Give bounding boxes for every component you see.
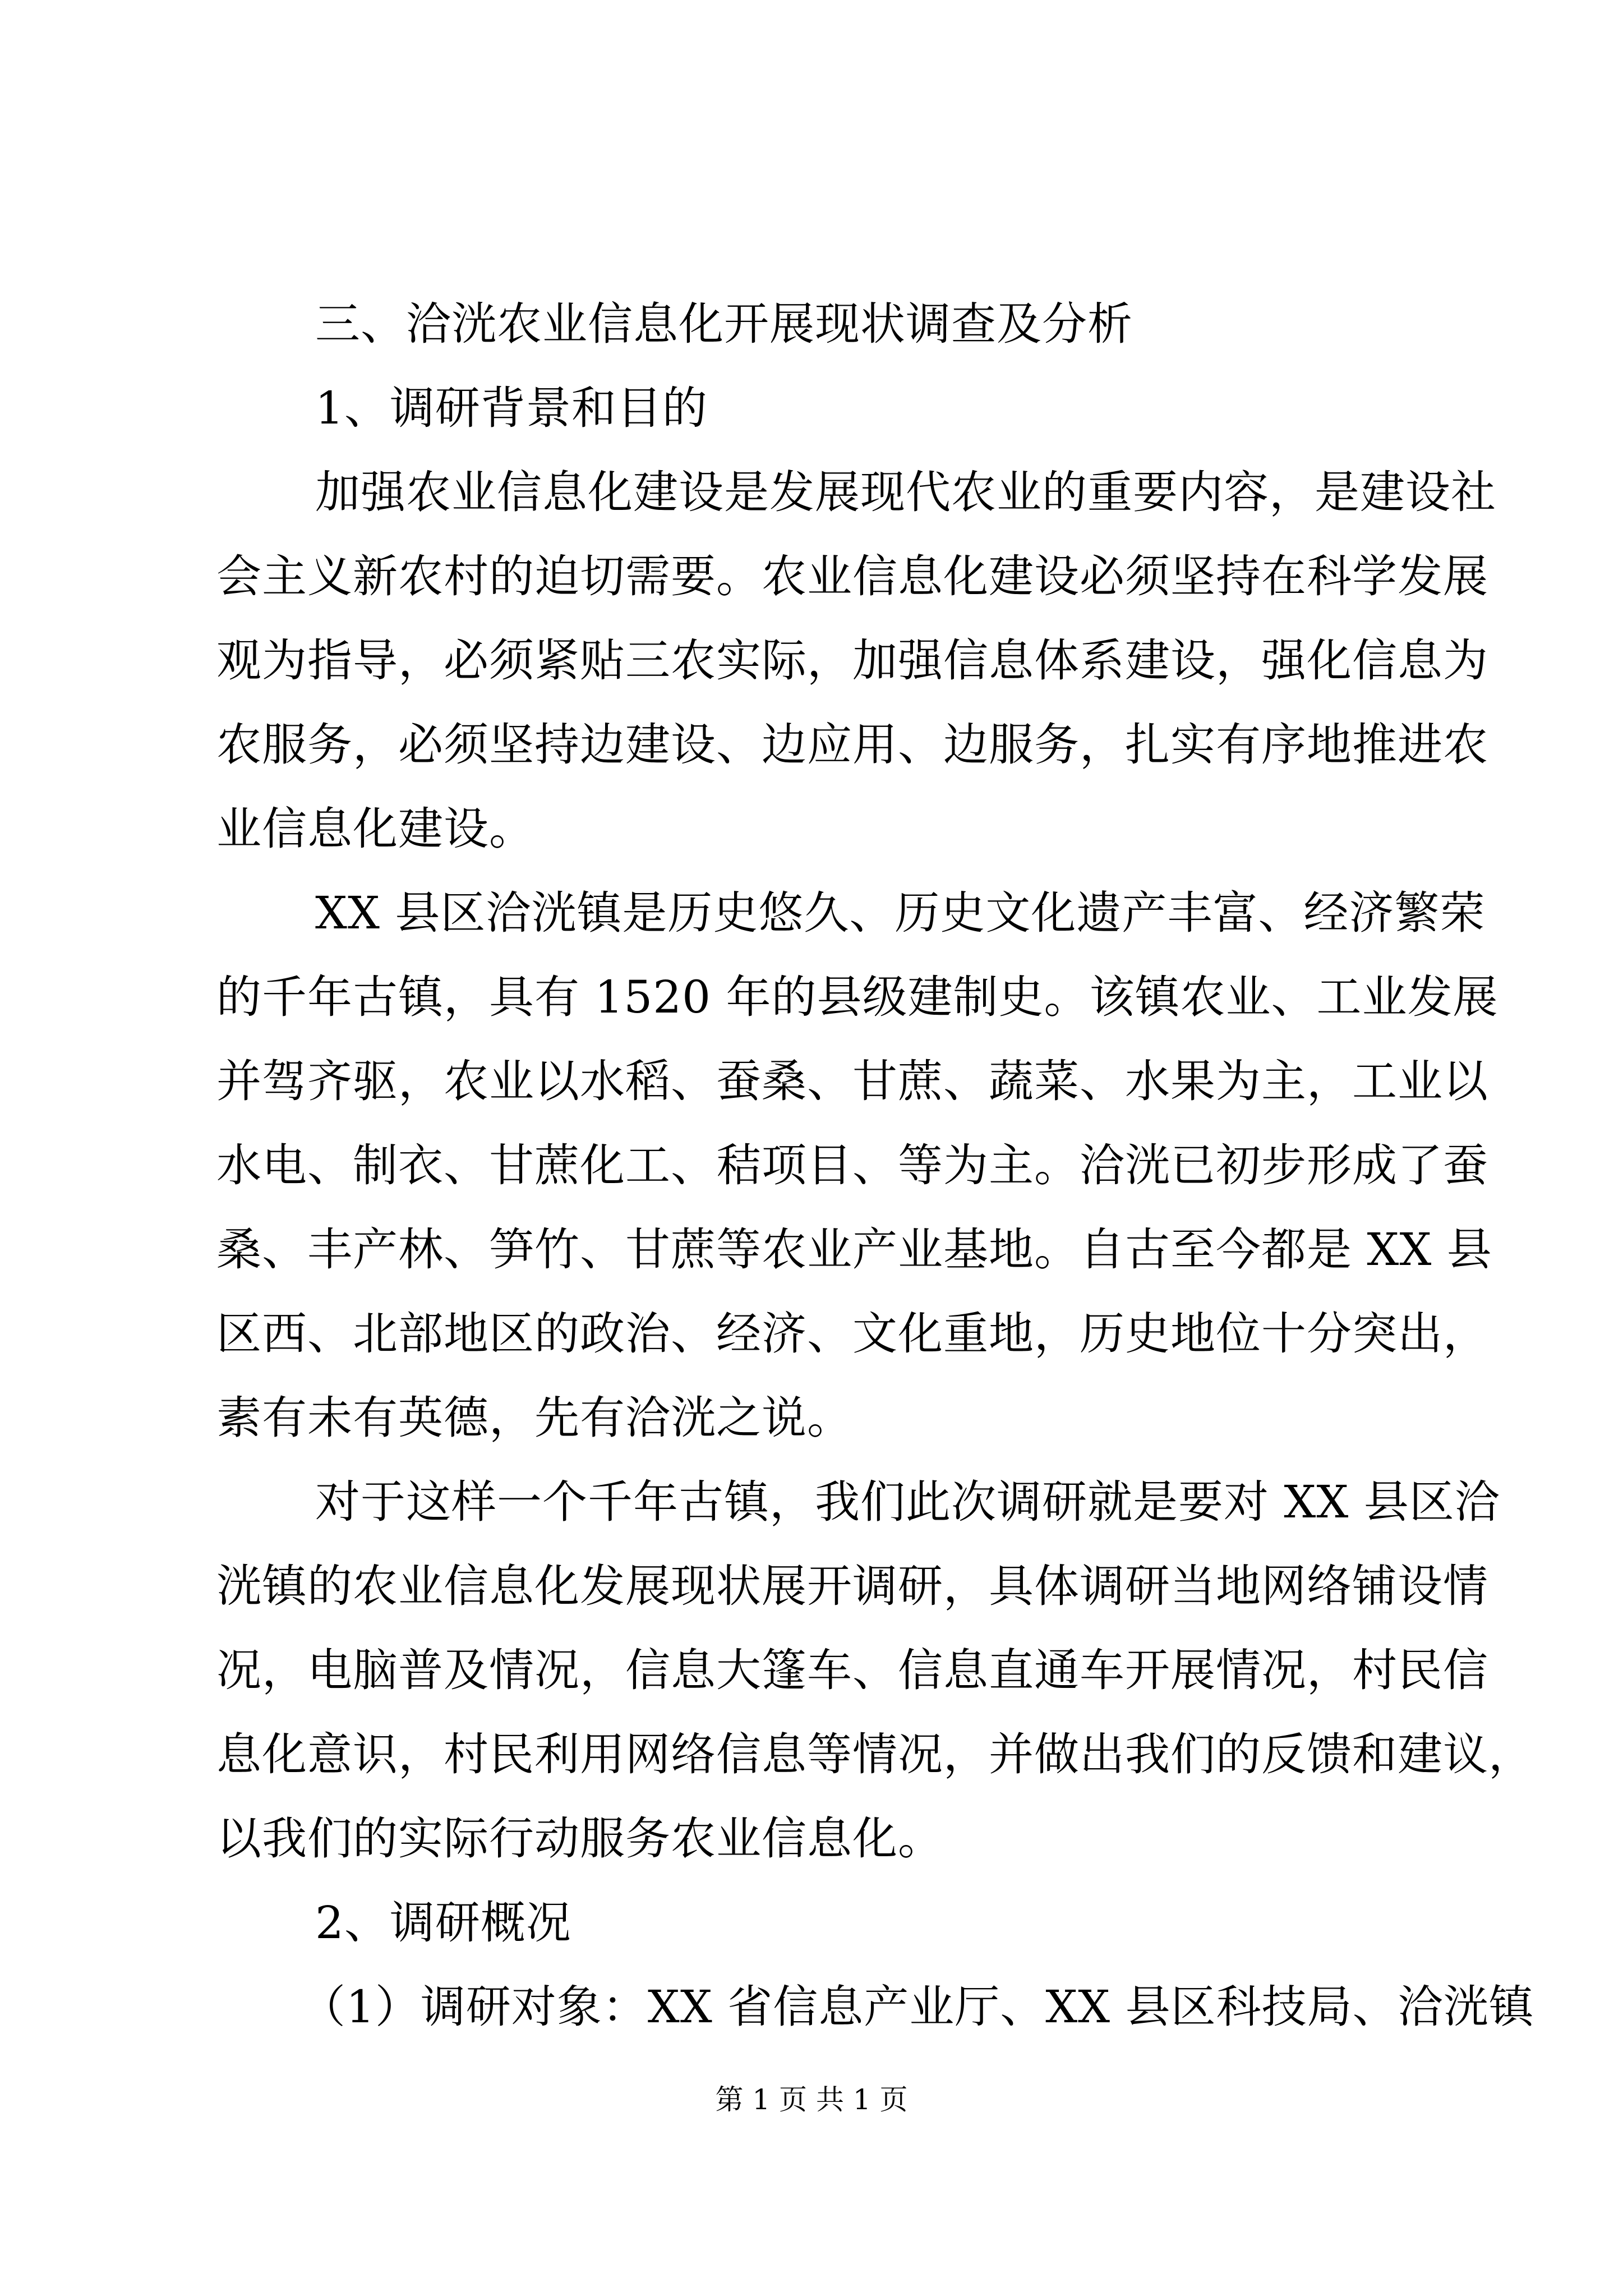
paragraph-line: XX 县区洽洸镇是历史悠久、历史文化遗产丰富、经济繁荣: [315, 887, 1486, 939]
paragraph-line: 加强农业信息化建设是发展现代农业的重要内容，是建设社: [315, 466, 1496, 518]
paragraph-line: 况，电脑普及情况，信息大篷车、信息直通车开展情况，村民信: [216, 1644, 1488, 1696]
paragraph-line: 会主义新农村的迫切需要。农业信息化建设必须坚持在科学发展: [216, 550, 1488, 602]
section-heading: 三、洽洸农业信息化开展现状调查及分析: [315, 298, 1133, 350]
paragraph-line: 业信息化建设。: [216, 803, 534, 855]
paragraph-line: 以我们的实际行动服务农业信息化。: [216, 1812, 943, 1865]
page-footer: 第 1 页 共 1 页: [715, 2083, 908, 2116]
paragraph-line: 水电、制衣、甘蔗化工、秸项目、等为主。洽洸已初步形成了蚕: [216, 1139, 1488, 1191]
paragraph-line: 农服务，必须坚持边建设、边应用、边服务，扎实有序地推进农: [216, 719, 1488, 771]
paragraph-line: 素有未有英德，先有洽洸之说。: [216, 1392, 852, 1444]
paragraph-line: 并驾齐驱，农业以水稻、蚕桑、甘蔗、蔬菜、水果为主，工业以: [216, 1055, 1488, 1107]
list-item: （1）调研对象：XX 省信息产业厅、XX 县区科技局、洽洸镇: [301, 1981, 1534, 2033]
paragraph-line: 区西、北部地区的政治、经济、文化重地，历史地位十分突出，: [216, 1308, 1488, 1360]
paragraph-line: 的千年古镇，具有 1520 年的县级建制史。该镇农业、工业发展: [216, 971, 1498, 1023]
paragraph-line: 观为指导，必须紧贴三农实际，加强信息体系建设，强化信息为: [216, 634, 1488, 687]
subheading-background: 1、调研背景和目的: [315, 382, 708, 434]
paragraph-line: 息化意识，村民利用网络信息等情况，并做出我们的反馈和建议，: [216, 1728, 1534, 1780]
paragraph-line: 洸镇的农业信息化发展现状展开调研，具体调研当地网络铺设情: [216, 1560, 1488, 1612]
paragraph-line: 桑、丰产林、笋竹、甘蔗等农业产业基地。自古至今都是 XX 县: [216, 1223, 1492, 1276]
paragraph-line: 对于这样一个千年古镇，我们此次调研就是要对 XX 县区洽: [315, 1476, 1500, 1528]
subheading-overview: 2、调研概况: [315, 1897, 571, 1949]
